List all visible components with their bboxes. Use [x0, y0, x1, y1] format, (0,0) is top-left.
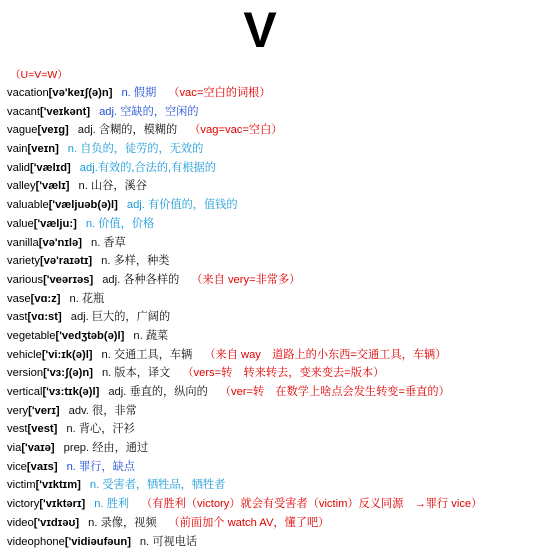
entry-etymology-note: （vers=转 转来转去，变来变去=版本）	[182, 367, 385, 380]
vocabulary-entry	[7, 103, 537, 122]
entry-definition: n. 假期	[121, 87, 157, 99]
entry-phonetic: [və'nɪlə]	[38, 236, 82, 249]
entry-definition: adj. 巨大的，广阔的	[70, 311, 171, 324]
entry-definition: n. 罪行，缺点	[66, 460, 135, 473]
entry-etymology-note: （vag=vac=空白）	[189, 124, 283, 137]
vocabulary-entry	[7, 234, 537, 253]
entry-phonetic: [vɑ:st]	[27, 311, 62, 324]
entry-definition: n. 录像，视频	[88, 516, 157, 529]
entry-phonetic: ['vedʒtəb(ə)l]	[55, 329, 125, 342]
vocabulary-entry	[7, 327, 537, 346]
entry-definition: adj. 垂直的，纵向的	[108, 386, 208, 398]
entry-definition: n. 山谷，溪谷	[78, 180, 147, 193]
vocabulary-entry	[7, 290, 537, 309]
entry-definition: n. 价值，价格	[85, 217, 155, 230]
entry-etymology-note: （vac=空白的词根）	[168, 87, 271, 99]
entry-definition: adj.有效的,合法的,有根据的	[79, 161, 216, 174]
entry-etymology-note: （前面加个 watch AV，懂了吧）	[168, 516, 330, 529]
vocabulary-entry	[7, 495, 537, 514]
vocabulary-entry	[7, 140, 537, 159]
vocabulary-entry	[7, 346, 537, 365]
entry-phonetic: ['veərɪəs]	[43, 273, 94, 286]
entry-word: vice	[7, 460, 27, 473]
entry-word: vest	[7, 423, 28, 436]
entry-phonetic: ['vɪdɪəʊ]	[33, 516, 80, 529]
entry-definition: prep. 经由，通过	[63, 442, 149, 455]
entry-word: victory	[7, 498, 40, 511]
entry-word: version	[7, 367, 44, 380]
entry-etymology-note: （有胜利（victory）就会有受害者（victim）反义同源 →罪行 vice）	[141, 498, 483, 511]
entry-definition: adj. 有价值的，值钱的	[126, 199, 238, 212]
vocabulary-entry	[7, 439, 537, 458]
entry-word: vegetable	[7, 329, 56, 342]
entry-phonetic: [veɪg]	[37, 124, 69, 137]
vocabulary-entry	[7, 514, 537, 533]
entry-word: victim	[7, 479, 36, 492]
entry-definition: n. 胜利	[94, 498, 130, 511]
vocabulary-entry	[7, 159, 537, 178]
vocabulary-entry	[7, 271, 537, 290]
vocabulary-entry	[7, 308, 537, 327]
entry-word: valuable	[7, 199, 49, 212]
entry-definition: n. 多样，种类	[101, 255, 170, 268]
vocabulary-entry	[7, 458, 537, 477]
entry-word: variety	[7, 255, 40, 268]
entry-definition: n. 版本，译文	[101, 367, 171, 380]
entry-word: vain	[7, 143, 28, 156]
entry-etymology-note: （来自 very=非常多）	[191, 273, 301, 286]
vocabulary-entry	[7, 177, 537, 196]
entry-phonetic: ['væljuəb(ə)l]	[48, 199, 118, 212]
entry-phonetic: ['vi:ɪk(ə)l]	[41, 348, 93, 361]
entry-definition: adv. 很，非常	[68, 404, 137, 417]
entry-definition: n. 花瓶	[69, 292, 105, 305]
entry-definition: n. 香草	[90, 236, 126, 249]
page-title: V	[243, 2, 277, 58]
entry-word: vertical	[7, 386, 43, 398]
entry-word: value	[7, 217, 34, 230]
entry-phonetic: ['vɪktərɪ]	[39, 498, 86, 511]
entry-word: vacation	[7, 87, 49, 99]
entry-phonetic: ['vælɪ]	[35, 180, 70, 193]
vocabulary-entry	[7, 476, 537, 495]
entry-definition: n. 自负的，徒劳的，无效的	[67, 143, 204, 156]
entry-phonetic: ['vɪktɪm]	[35, 479, 81, 492]
vocabulary-list	[7, 84, 537, 551]
entry-phonetic: ['vælɪd]	[30, 161, 71, 174]
entry-phonetic: ['vɜ:tɪk(ə)l]	[42, 386, 100, 398]
entry-word: valley	[7, 180, 36, 193]
entry-word: various	[7, 273, 44, 286]
entry-word: vase	[7, 292, 31, 305]
vocabulary-entry	[7, 420, 537, 439]
entry-definition: n. 可视电话	[139, 535, 198, 548]
vocabulary-entry	[7, 215, 537, 234]
entry-phonetic: ['veɪkənt]	[39, 105, 91, 118]
entry-phonetic: [veɪn]	[27, 143, 59, 156]
vocabulary-entry	[7, 252, 537, 271]
entry-phonetic: ['vælju:]	[33, 217, 77, 230]
entry-word: via	[7, 442, 22, 455]
entry-definition: n. 交通工具，车辆	[101, 348, 193, 361]
entry-phonetic: ['verɪ]	[28, 404, 60, 417]
vocabulary-entry	[7, 402, 537, 421]
vocabulary-entry	[7, 533, 537, 552]
section-subtitle: （U=V=W）	[10, 69, 68, 81]
vocabulary-entry	[7, 383, 537, 402]
entry-phonetic: [vɑ:z]	[30, 292, 61, 305]
vocabulary-entry	[7, 196, 537, 215]
entry-definition: n. 受害者，牺牲品，牺牲者	[89, 479, 226, 492]
vocabulary-entry	[7, 121, 537, 140]
entry-word: vehicle	[7, 348, 42, 361]
entry-etymology-note: （ver=转 在数学上啥点会发生转变=垂直的）	[219, 386, 450, 398]
entry-word: vacant	[7, 105, 40, 118]
entry-definition: n. 蔬菜	[133, 329, 169, 342]
entry-phonetic: ['vɜ:ʃ(ə)n]	[43, 367, 93, 380]
entry-phonetic: [vaɪs]	[26, 460, 58, 473]
entry-definition: n. 背心，汗衫	[66, 423, 135, 436]
entry-word: vast	[7, 311, 28, 324]
vocabulary-entry	[7, 364, 537, 383]
entry-phonetic: ['vidiəufəun]	[64, 535, 131, 548]
entry-word: videophone	[7, 535, 65, 548]
entry-word: vanilla	[7, 236, 39, 249]
entry-phonetic: ['vaɪə]	[21, 442, 55, 455]
entry-phonetic: [və'keɪʃ(ə)n]	[48, 87, 113, 99]
entry-word: valid	[7, 161, 31, 174]
entry-word: video	[7, 516, 34, 529]
entry-phonetic: [vest]	[27, 423, 58, 436]
entry-definition: adj. 空缺的，空闲的	[99, 105, 199, 118]
entry-etymology-note: （来自 way 道路上的小东西=交通工具，车辆）	[204, 348, 447, 361]
entry-phonetic: [və'raɪətɪ]	[39, 255, 93, 268]
entry-word: very	[7, 404, 29, 417]
entry-definition: adj. 含糊的，模糊的	[77, 124, 178, 137]
entry-word: vague	[7, 124, 38, 137]
vocabulary-entry	[7, 84, 537, 103]
entry-definition: adj. 各种各样的	[102, 273, 180, 286]
